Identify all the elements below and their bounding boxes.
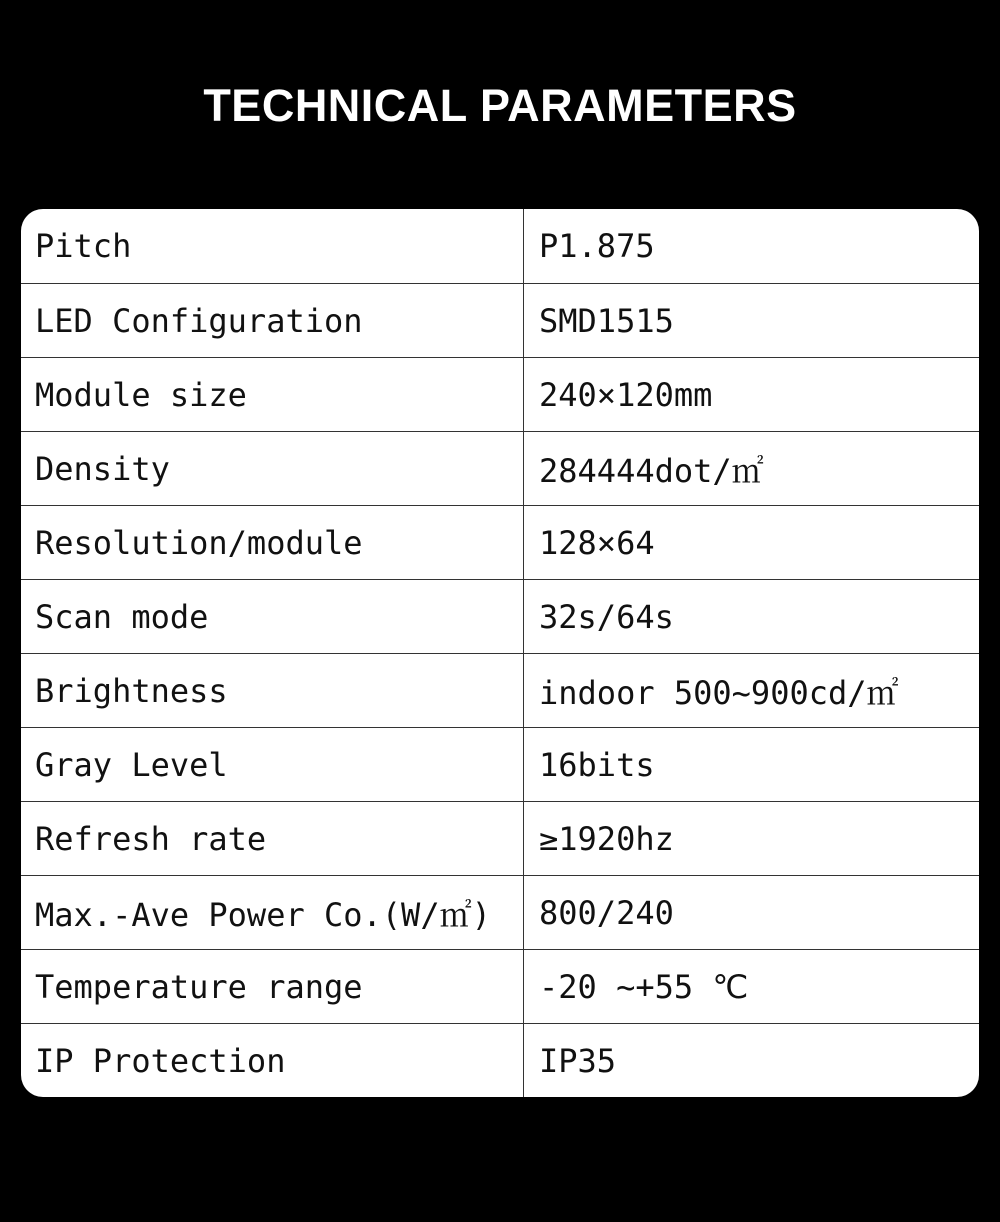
parameters-table bbox=[21, 209, 979, 1097]
parameter-value: indoor 500~900cd/㎡ bbox=[539, 673, 899, 712]
parameter-label: Module size bbox=[21, 358, 524, 431]
parameter-label: Refresh rate bbox=[21, 802, 524, 875]
table-row-power-consumption bbox=[21, 875, 979, 949]
table-row-brightness bbox=[21, 653, 979, 727]
parameter-label: Temperature range bbox=[21, 950, 524, 1023]
parameter-label: Density bbox=[21, 432, 524, 505]
parameter-value: 240×120mm bbox=[539, 375, 713, 414]
parameter-label: Scan mode bbox=[21, 580, 524, 653]
table-row-temperature-range bbox=[21, 949, 979, 1023]
parameter-label: LED Configuration bbox=[21, 284, 524, 357]
parameter-label: Max.-Ave Power Co.(W/㎡) bbox=[21, 876, 524, 949]
parameter-value: 32s/64s bbox=[539, 597, 674, 636]
parameter-value: SMD1515 bbox=[539, 301, 674, 340]
table-row-ip-protection bbox=[21, 1023, 979, 1097]
parameter-value: IP35 bbox=[539, 1041, 617, 1080]
parameter-value: 128×64 bbox=[539, 523, 655, 562]
table-row-resolution bbox=[21, 505, 979, 579]
table-row-density bbox=[21, 431, 979, 505]
parameter-value: 800/240 bbox=[539, 893, 674, 932]
parameter-label: Pitch bbox=[21, 209, 524, 283]
parameter-value: -20 ~+55 ℃ bbox=[539, 967, 749, 1006]
parameter-value: 284444dot/㎡ bbox=[539, 451, 764, 490]
parameter-label: Brightness bbox=[21, 654, 524, 727]
parameter-label: IP Protection bbox=[21, 1024, 524, 1097]
parameter-value: ≥1920hz bbox=[539, 819, 674, 858]
table-row-refresh-rate bbox=[21, 801, 979, 875]
page-title: TECHNICAL PARAMETERS bbox=[203, 80, 797, 131]
parameter-label: Gray Level bbox=[21, 728, 524, 801]
table-row-pitch bbox=[21, 209, 979, 283]
table-row-scan-mode bbox=[21, 579, 979, 653]
parameter-value: 16bits bbox=[539, 745, 655, 784]
table-row-led-configuration bbox=[21, 283, 979, 357]
table-row-gray-level bbox=[21, 727, 979, 801]
parameter-label: Resolution/module bbox=[21, 506, 524, 579]
table-row-module-size bbox=[21, 357, 979, 431]
parameter-value: P1.875 bbox=[539, 227, 655, 265]
